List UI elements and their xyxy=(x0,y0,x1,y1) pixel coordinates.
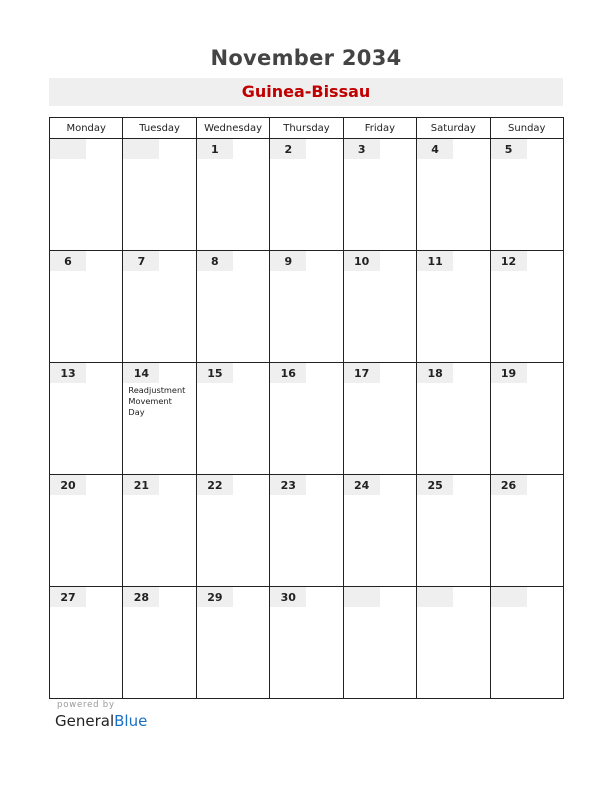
day-cell xyxy=(343,363,416,475)
day-number xyxy=(344,587,380,607)
day-number: 24 xyxy=(344,475,380,495)
day-number: 5 xyxy=(491,139,527,159)
day-number: 12 xyxy=(491,251,527,271)
day-cell xyxy=(270,363,343,475)
calendar-week-row xyxy=(50,363,564,475)
day-cell xyxy=(123,363,196,475)
day-number: 13 xyxy=(50,363,86,383)
day-number: 9 xyxy=(270,251,306,271)
day-cell xyxy=(343,587,416,699)
weekday-header: Monday xyxy=(50,118,123,139)
day-number: 21 xyxy=(123,475,159,495)
day-cell xyxy=(270,475,343,587)
day-cell xyxy=(196,139,269,251)
day-number: 20 xyxy=(50,475,86,495)
calendar-week-row xyxy=(50,475,564,587)
day-cell xyxy=(490,139,563,251)
holiday-event: Readjustment Movement Day xyxy=(128,385,186,417)
day-cell xyxy=(490,363,563,475)
calendar-grid xyxy=(49,117,564,699)
day-cell xyxy=(123,475,196,587)
day-number: 30 xyxy=(270,587,306,607)
weekday-header: Friday xyxy=(343,118,416,139)
day-cell xyxy=(123,587,196,699)
day-number: 11 xyxy=(417,251,453,271)
weekday-header: Wednesday xyxy=(196,118,269,139)
weekday-header: Saturday xyxy=(417,118,490,139)
day-cell xyxy=(490,251,563,363)
brand-name-blue: Blue xyxy=(114,712,148,730)
day-cell xyxy=(490,475,563,587)
day-cell xyxy=(417,475,490,587)
day-cell xyxy=(123,139,196,251)
day-number: 22 xyxy=(197,475,233,495)
country-name: Guinea-Bissau xyxy=(241,82,371,101)
weekday-header: Thursday xyxy=(270,118,343,139)
calendar-week-row xyxy=(50,139,564,251)
weekday-header: Tuesday xyxy=(123,118,196,139)
day-number: 14 xyxy=(123,363,159,383)
day-number xyxy=(123,139,159,159)
day-cell xyxy=(417,251,490,363)
day-number: 28 xyxy=(123,587,159,607)
day-cell xyxy=(50,587,123,699)
day-number: 18 xyxy=(417,363,453,383)
day-number: 26 xyxy=(491,475,527,495)
day-cell xyxy=(50,475,123,587)
day-number: 2 xyxy=(270,139,306,159)
day-number: 23 xyxy=(270,475,306,495)
day-number: 10 xyxy=(344,251,380,271)
weekday-header-row xyxy=(50,118,564,139)
page-title: November 2034 xyxy=(210,46,402,70)
day-number: 16 xyxy=(270,363,306,383)
day-cell xyxy=(196,587,269,699)
day-number xyxy=(50,139,86,159)
day-number xyxy=(417,587,453,607)
day-number xyxy=(491,587,527,607)
day-number: 7 xyxy=(123,251,159,271)
calendar-body xyxy=(50,139,564,699)
day-cell xyxy=(343,475,416,587)
day-cell xyxy=(196,251,269,363)
footer xyxy=(55,700,147,730)
day-number: 8 xyxy=(197,251,233,271)
day-cell xyxy=(196,475,269,587)
day-cell xyxy=(50,363,123,475)
day-number: 17 xyxy=(344,363,380,383)
calendar-week-row xyxy=(50,587,564,699)
weekday-header: Sunday xyxy=(490,118,563,139)
day-number: 15 xyxy=(197,363,233,383)
day-cell xyxy=(490,587,563,699)
day-number: 25 xyxy=(417,475,453,495)
day-cell xyxy=(270,587,343,699)
day-number: 3 xyxy=(344,139,380,159)
day-cell xyxy=(343,139,416,251)
day-number: 6 xyxy=(50,251,86,271)
day-cell xyxy=(123,251,196,363)
day-number: 29 xyxy=(197,587,233,607)
powered-by-text: powered by xyxy=(57,700,115,710)
calendar-week-row xyxy=(50,251,564,363)
brand-name-general: General xyxy=(55,712,115,730)
day-number: 4 xyxy=(417,139,453,159)
day-number: 27 xyxy=(50,587,86,607)
brand-logo xyxy=(55,712,147,730)
country-banner xyxy=(49,78,563,106)
day-cell xyxy=(270,139,343,251)
day-number: 1 xyxy=(197,139,233,159)
day-cell xyxy=(270,251,343,363)
day-cell xyxy=(196,363,269,475)
day-cell xyxy=(50,251,123,363)
day-cell xyxy=(343,251,416,363)
day-number: 19 xyxy=(491,363,527,383)
day-cell xyxy=(417,587,490,699)
day-cell xyxy=(417,363,490,475)
day-cell xyxy=(417,139,490,251)
day-cell xyxy=(50,139,123,251)
